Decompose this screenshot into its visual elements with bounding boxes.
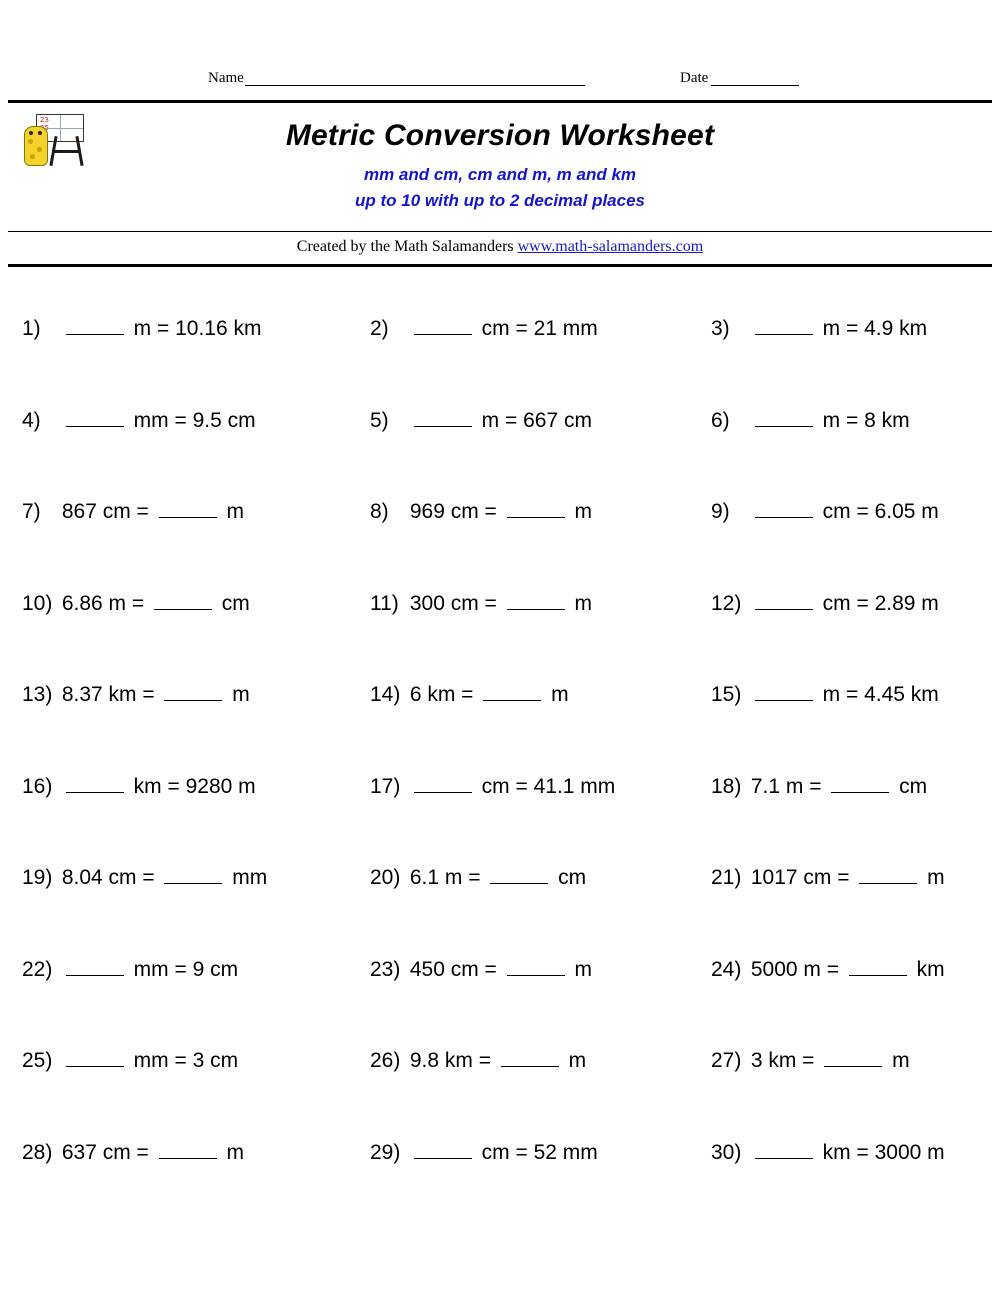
page-title: Metric Conversion Worksheet [285,119,715,152]
question-number: 12) [711,591,742,615]
answer-blank[interactable] [66,776,124,793]
answer-blank[interactable] [859,867,917,884]
question-number: 23) [370,957,401,981]
date-write-line[interactable] [711,85,799,86]
question-row [8,1124,992,1216]
question-item [334,1124,656,1216]
date-label: Date [680,70,709,86]
question-number: 21) [711,866,742,889]
answer-blank[interactable] [154,593,212,610]
question-number: 10) [22,591,53,615]
question-item [656,1032,992,1124]
credit-line [0,238,1000,256]
question-expression-after: mm = 9.5 cm [127,408,256,432]
answer-blank[interactable] [414,318,472,335]
question-item [334,392,656,484]
question-expression-after: mm [226,866,268,889]
question-expression-after: m [568,957,592,981]
question-expression-after: cm = 41.1 mm [475,774,616,798]
answer-blank[interactable] [755,593,813,610]
question-number: 29) [370,1140,401,1164]
question-number: 24) [711,957,742,981]
question-expression-after: m [562,1049,587,1072]
question-item [656,666,992,758]
question-row [8,758,992,850]
question-number: 26) [370,1049,401,1072]
question-number: 27) [711,1049,742,1072]
question-expression-before: 867 cm = [56,500,155,523]
question-expression-after: m = 667 cm [475,408,592,432]
question-expression-after: m [226,683,250,706]
question-item [656,392,992,484]
question-row [8,300,992,392]
answer-blank[interactable] [849,959,907,976]
question-expression-before: 300 cm = [404,591,503,615]
name-write-line[interactable] [245,85,585,86]
divider-middle [8,231,992,232]
question-item [334,575,656,667]
question-expression-after: mm = 3 cm [127,1049,239,1072]
answer-blank[interactable] [414,776,472,793]
question-expression-after: m = 4.45 km [816,683,939,706]
answer-blank[interactable] [164,684,222,701]
questions-grid [8,300,992,1215]
question-expression-after: m [220,1140,244,1164]
question-item [656,300,992,392]
answer-blank[interactable] [483,684,541,701]
question-expression-before: 8.04 cm = [56,866,161,889]
question-expression-after: km = 3000 m [816,1140,945,1164]
question-item [656,849,992,941]
question-number: 7) [22,500,41,523]
answer-blank[interactable] [507,959,565,976]
question-item [8,941,334,1033]
question-expression-before: 8.37 km = [56,683,161,706]
question-row [8,575,992,667]
question-item [8,300,334,392]
question-expression-before: 6.1 m = [404,866,487,889]
question-item [334,666,656,758]
question-number: 28) [22,1140,53,1164]
answer-blank[interactable] [507,501,565,518]
question-expression-after: m = 4.9 km [816,317,928,340]
question-expression-after: cm = 2.89 m [816,591,939,615]
question-number: 18) [711,774,742,798]
question-expression-after: cm = 21 mm [475,317,598,340]
question-item [8,1124,334,1216]
answer-blank[interactable] [490,867,548,884]
question-row [8,666,992,758]
question-expression-before: 1017 cm = [745,866,856,889]
question-item [656,575,992,667]
question-expression-after: cm [552,866,587,889]
question-expression-after: km = 9280 m [127,774,256,798]
question-expression-after: mm = 9 cm [127,957,239,981]
answer-blank[interactable] [501,1050,559,1067]
name-label: Name [208,70,244,86]
answer-blank[interactable] [755,501,813,518]
question-expression-after: m [545,683,569,706]
answer-blank[interactable] [414,1142,472,1159]
question-number: 20) [370,866,401,889]
question-expression-after: m [568,500,592,523]
question-number: 19) [22,866,53,889]
question-item [656,483,992,575]
answer-blank[interactable] [831,776,889,793]
question-expression-before: 6 km = [404,683,480,706]
question-item [8,758,334,850]
question-expression-after: cm [893,774,928,798]
question-expression-after: m [921,866,945,889]
credit-text: Created by the Math Salamanders [296,238,518,255]
answer-blank[interactable] [159,1142,217,1159]
question-expression-after: m = 10.16 km [127,317,262,340]
divider-top [8,100,992,103]
question-row [8,849,992,941]
question-item [8,1032,334,1124]
answer-blank[interactable] [159,501,217,518]
question-expression-after: cm = 6.05 m [816,500,939,523]
title-block [0,118,1000,214]
answer-blank[interactable] [164,867,222,884]
subtitle-line-2: up to 10 with up to 2 decimal places [354,191,645,210]
question-number: 2) [370,317,389,340]
question-number: 14) [370,683,401,706]
question-expression-after: m [220,500,244,523]
question-item [656,941,992,1033]
question-number: 6) [711,408,730,432]
question-number: 8) [370,500,389,523]
answer-blank[interactable] [66,959,124,976]
question-number: 4) [22,408,41,432]
question-item [656,758,992,850]
question-number: 30) [711,1140,742,1164]
question-number: 11) [370,591,399,615]
question-item [334,1032,656,1124]
question-row [8,941,992,1033]
question-item [8,849,334,941]
question-number: 25) [22,1049,53,1072]
answer-blank[interactable] [507,593,565,610]
question-item [656,1124,992,1216]
question-number: 13) [22,683,53,706]
question-row [8,483,992,575]
question-expression-after: km [910,957,945,981]
question-expression-after: m [568,591,592,615]
question-row [8,1032,992,1124]
question-expression-before: 9.8 km = [404,1049,497,1072]
question-item [334,849,656,941]
divider-bottom [8,264,992,267]
logo-numbers: 23 [40,116,49,124]
question-expression-before: 7.1 m = [745,774,828,798]
question-number: 5) [370,408,389,432]
answer-blank[interactable] [755,684,813,701]
question-number: 17) [370,774,401,798]
question-row [8,392,992,484]
answer-blank[interactable] [66,410,124,427]
question-expression-after: cm = 52 mm [475,1140,598,1164]
question-expression-before: 637 cm = [56,1140,155,1164]
question-number: 1) [22,317,41,340]
question-item [334,758,656,850]
question-item [8,575,334,667]
question-item [8,666,334,758]
answer-blank[interactable] [755,410,813,427]
question-item [334,941,656,1033]
question-number: 22) [22,957,53,981]
question-expression-before: 450 cm = [404,957,503,981]
answer-blank[interactable] [66,1050,124,1067]
question-number: 15) [711,683,742,706]
question-expression-before: 6.86 m = [56,591,150,615]
question-expression-after: m [886,1049,910,1072]
credit-link[interactable]: www.math-salamanders.com [517,238,704,255]
question-number: 9) [711,500,730,523]
question-number: 16) [22,774,53,798]
student-info-header [0,68,1000,92]
question-expression-before: 5000 m = [745,957,845,981]
answer-blank[interactable] [414,410,472,427]
question-item [334,483,656,575]
question-item [8,483,334,575]
answer-blank[interactable] [66,318,124,335]
question-expression-before: 3 km = [745,1049,821,1072]
answer-blank[interactable] [824,1050,882,1067]
question-number: 3) [711,317,730,340]
question-expression-after: m = 8 km [816,408,910,432]
question-item [8,392,334,484]
question-item [334,300,656,392]
answer-blank[interactable] [755,318,813,335]
answer-blank[interactable] [755,1142,813,1159]
question-expression-after: cm [215,591,250,615]
subtitle-line-1: mm and cm, cm and m, m and km [363,165,637,184]
question-expression-before: 969 cm = [404,500,503,523]
